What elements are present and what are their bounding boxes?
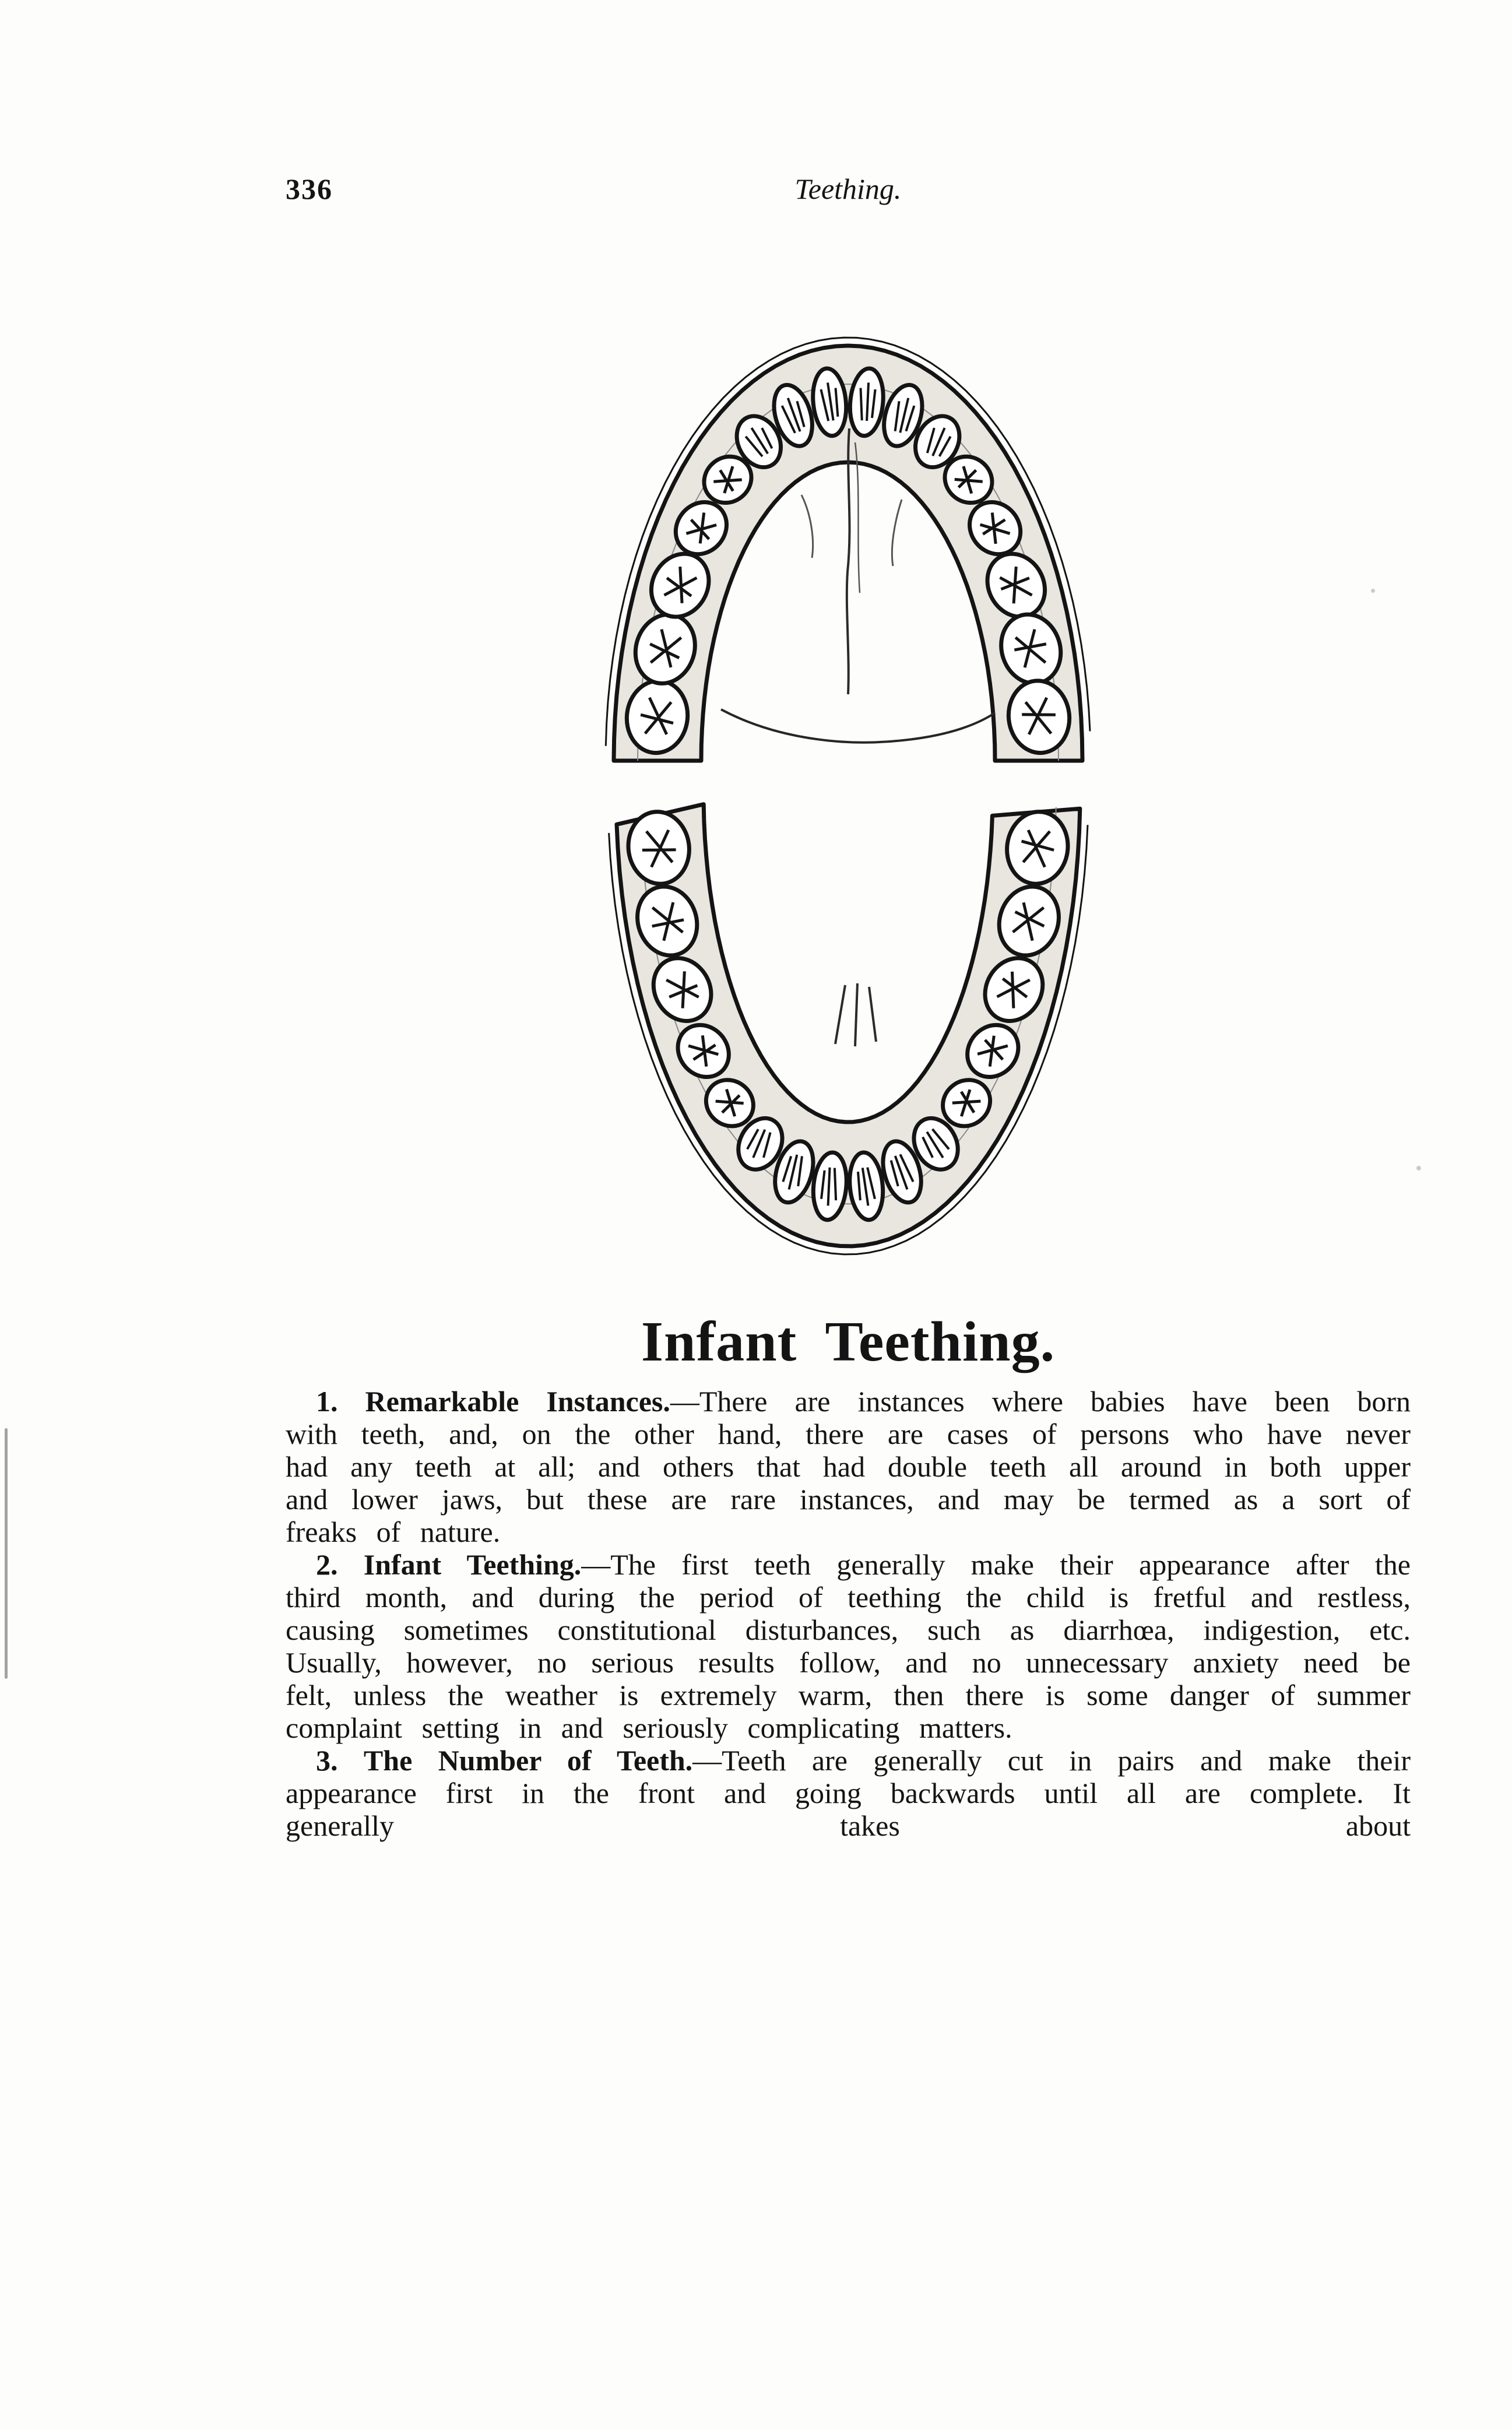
text-column: [286, 172, 1411, 1842]
paragraph-body: —There are instances where babies have been born with teeth, and, on the other hand, there are cases of persons who have never had any teeth at all; and others that had double teeth all around in both upper and lower jaws, but these are rare instances, and may be termed as a sort of freaks of nature.: [286, 1385, 1411, 1548]
section-heading: Infant Teething.: [641, 1310, 1056, 1373]
teeth-diagram-svg: [528, 248, 1169, 1285]
page-header: [286, 172, 1411, 213]
paragraph-infant-teething: [286, 1548, 1411, 1744]
paragraph-body: —The first teeth generally make their appearance after the third month, and during the period of teething the child is fretful and restless, causing sometimes constitutional disturbances, such as diarrhœa, indigestion, etc. Usually, however, no serious results follow, and no unnecessary anxiety need be felt, unless the weather is extremely warm, then there is some danger of summer complaint setting in and seriously complicating matters.: [286, 1548, 1411, 1744]
paragraph-body: —Teeth are generally cut in pairs and make their appearance first in the front and going backwards until all are complete. It generally takes about: [286, 1744, 1411, 1842]
page-number: 336: [286, 173, 333, 205]
scan-edge-artifact: [5, 1428, 8, 1679]
paragraph-title: Infant Teething.: [363, 1548, 582, 1581]
paragraph-number: 1.: [316, 1385, 338, 1418]
paragraph-remarkable-instances: [286, 1385, 1411, 1548]
paragraph-lead: [316, 1548, 581, 1581]
paragraph-lead: [316, 1744, 692, 1777]
paragraph-number: 2.: [316, 1548, 338, 1581]
running-header: Teething.: [794, 173, 902, 205]
scan-speck: [1416, 1166, 1421, 1170]
paragraph-title: Remarkable Instances.: [365, 1385, 670, 1418]
paragraph-title: The Number of Teeth.: [363, 1744, 693, 1777]
paragraph-number: 3.: [316, 1744, 338, 1777]
paragraph-lead: [316, 1385, 670, 1418]
paragraph-number-of-teeth: [286, 1744, 1411, 1842]
dental-arches-illustration: [286, 248, 1411, 1288]
